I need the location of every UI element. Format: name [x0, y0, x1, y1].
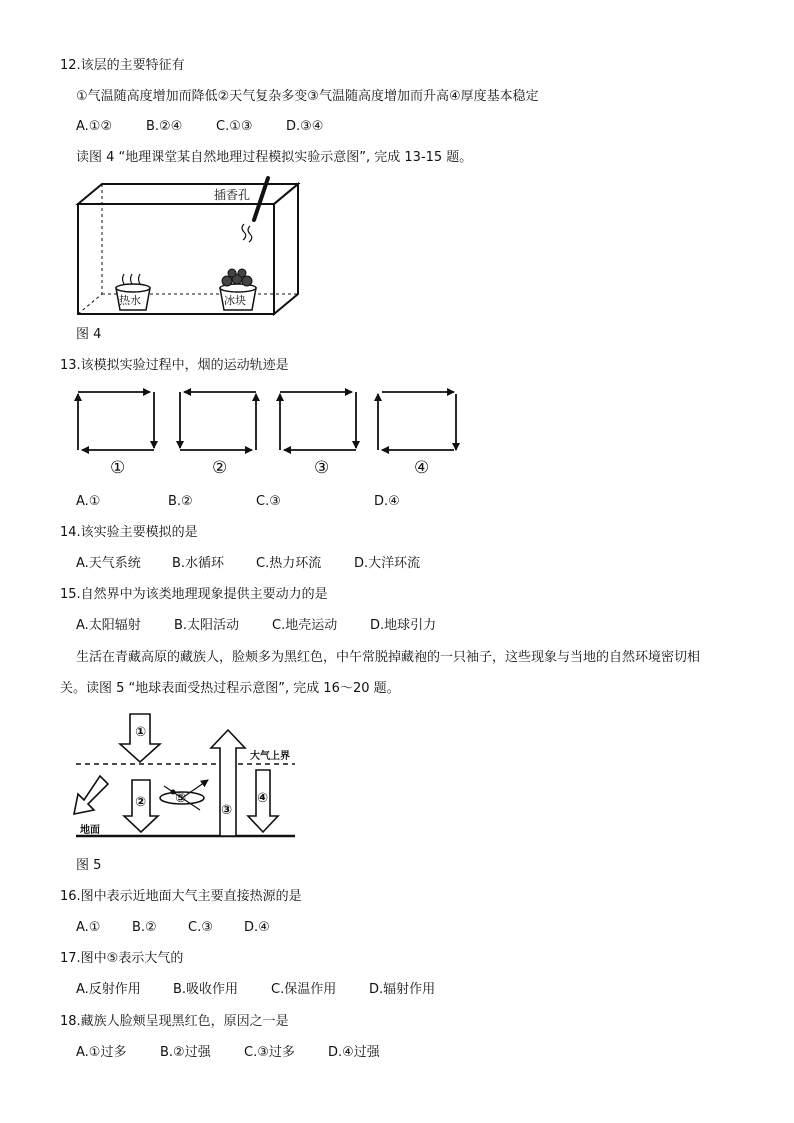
q17-stem: 17.图中⑤表示大气的 [60, 951, 184, 966]
q12-options [76, 118, 323, 136]
q14-option-d[interactable]: D.大洋环流 [354, 556, 421, 571]
q12-stem: 12.该层的主要特征有 [60, 58, 185, 73]
q15-options [76, 617, 436, 635]
figure-5-caption: 图 5 [76, 858, 102, 873]
q14-options [76, 555, 420, 573]
passage-line-2: 关。读图 5 “地球表面受热过程示意图”, 完成 16～20 题。 [60, 681, 400, 696]
q17-option-d[interactable]: D.辐射作用 [369, 982, 436, 997]
q16-options [76, 919, 270, 937]
atmosphere-top-label: 大气上界 [250, 751, 290, 762]
q15-stem: 15.自然界中为该类地理现象提供主要动力的是 [60, 587, 328, 602]
q15-option-b[interactable]: B.太阳活动 [174, 618, 240, 633]
q18-option-d[interactable]: D.④过强 [328, 1045, 380, 1060]
q13-trajectory-diagrams [70, 388, 470, 458]
q16-option-b[interactable]: B.② [132, 920, 157, 935]
q16-option-a[interactable]: A.① [76, 920, 101, 935]
q14-option-a[interactable]: A.天气系统 [76, 556, 141, 571]
diagram-label-4: ④ [414, 458, 430, 478]
ground-label: 地面 [80, 825, 100, 836]
q17-option-b[interactable]: B.吸收作用 [173, 982, 239, 997]
q13-option-c[interactable]: C.③ [256, 494, 281, 509]
q14-option-c[interactable]: C.热力环流 [256, 556, 322, 571]
q18-option-c[interactable]: C.③过多 [244, 1045, 295, 1060]
q17-option-a[interactable]: A.反射作用 [76, 982, 141, 997]
diagram-label-1: ① [110, 458, 126, 478]
q16-stem: 16.图中表示近地面大气主要直接热源的是 [60, 889, 302, 904]
passage-line-1: 生活在青藏高原的藏族人，脸颊多为黑红色，中午常脱掉藏袍的一只袖子，这些现象与当地的自然环境密切相 [76, 650, 701, 665]
q18-option-a[interactable]: A.①过多 [76, 1045, 127, 1060]
q13-stem: 13.该模拟实验过程中，烟的运动轨迹是 [60, 358, 289, 373]
q15-option-a[interactable]: A.太阳辐射 [76, 618, 141, 633]
figure-5-diagram [70, 712, 300, 842]
q13-option-b[interactable]: B.② [168, 494, 193, 509]
q12-features: ①气温随高度增加而降低②天气复杂多变③气温随高度增加而升高④厚度基本稳定 [76, 89, 539, 104]
figure-4-caption: 图 4 [76, 327, 102, 342]
q17-options [76, 981, 435, 999]
fig5-arrow-label-1: ① [135, 725, 147, 740]
q12-option-b[interactable]: B.②④ [146, 119, 183, 134]
diagram-label-2: ② [212, 458, 228, 478]
q18-options [76, 1044, 380, 1062]
q13-option-d[interactable]: D.④ [374, 494, 400, 509]
q12-option-c[interactable]: C.①③ [216, 119, 253, 134]
q18-option-b[interactable]: B.②过强 [160, 1045, 211, 1060]
hot-water-label: 热水 [119, 294, 141, 307]
fig5-arrow-label-3: ③ [221, 803, 233, 818]
q12-option-a[interactable]: A.①② [76, 119, 113, 134]
q13-options [76, 493, 400, 511]
q12-option-d[interactable]: D.③④ [286, 119, 324, 134]
ice-label: 冰块 [224, 294, 246, 307]
q15-option-c[interactable]: C.地壳运动 [272, 618, 338, 633]
q14-stem: 14.该实验主要模拟的是 [60, 525, 198, 540]
fig5-arrow-label-2: ② [135, 795, 147, 810]
q18-stem: 18.藏族人脸颊呈现黑红色，原因之一是 [60, 1014, 289, 1029]
figure-4-diagram [76, 176, 306, 316]
q16-option-c[interactable]: C.③ [188, 920, 213, 935]
q14-option-b[interactable]: B.水循环 [172, 556, 225, 571]
intro-13-15: 读图 4 “地理课堂某自然地理过程模拟实验示意图”, 完成 13-15 题。 [76, 150, 473, 165]
diagram-label-3: ③ [314, 458, 330, 478]
fig5-arrow-label-4: ④ [257, 791, 269, 806]
q15-option-d[interactable]: D.地球引力 [370, 618, 437, 633]
fig5-arrow-label-5: ⑤ [175, 791, 187, 806]
q17-option-c[interactable]: C.保温作用 [271, 982, 337, 997]
q13-option-a[interactable]: A.① [76, 494, 101, 509]
q16-option-d[interactable]: D.④ [244, 920, 270, 935]
incense-hole-label: 插香孔 [214, 188, 251, 202]
